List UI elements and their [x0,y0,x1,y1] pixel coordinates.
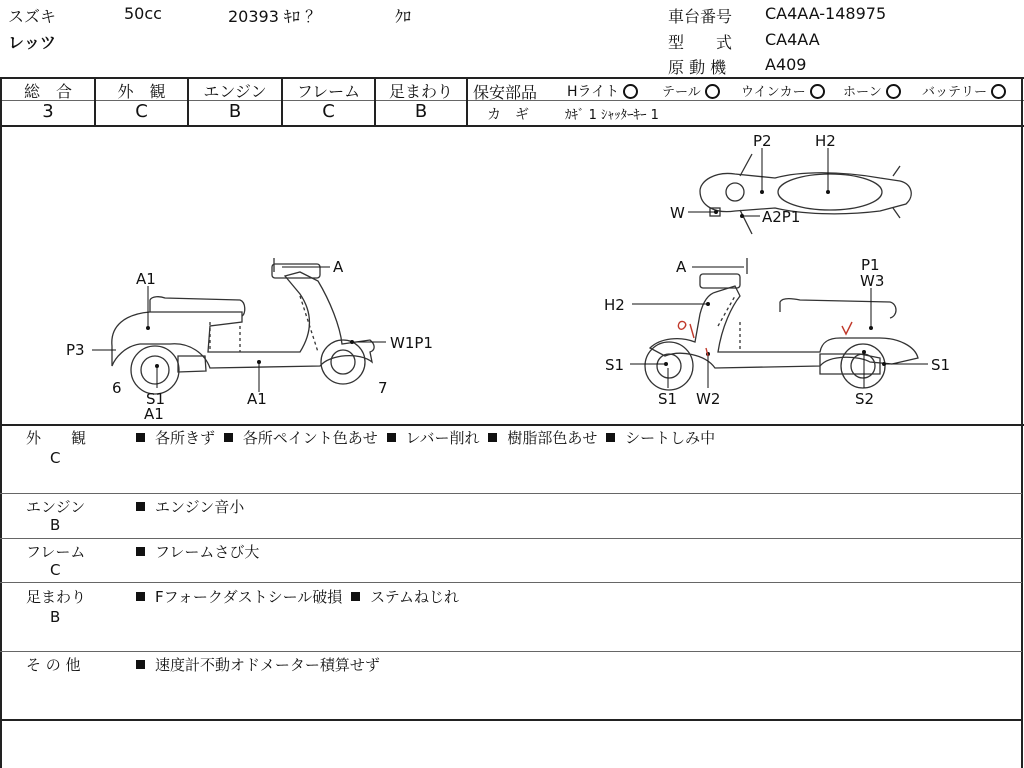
safety-parts-label: 保安部品 [473,83,538,102]
section-exterior-grade: C [50,449,61,467]
right-front-wheel-inner [657,354,681,378]
bullet-square-icon [488,433,497,442]
safety-item-headlight [567,81,638,101]
label-h2-top: H2 [815,132,836,150]
label-a2p1: A2P1 [762,208,801,226]
divider [0,651,1022,652]
right-front-wheel-outer [645,342,693,390]
type-value: CA4AA [765,30,820,49]
scooter-handlebar [272,264,320,278]
safety-item-winker [741,81,825,100]
label-a: A [333,258,344,276]
bullet-square-icon [136,433,145,442]
grade-suspension-value: B [414,101,428,122]
section-other-items [132,654,380,675]
comment-item: 各所きず [155,429,216,447]
comment-item: Fフォークダストシール破損 [155,588,343,606]
section-exterior-items [132,427,715,448]
rear-wheel-outer [131,346,179,394]
bullet-square-icon [136,660,145,669]
label-w3: W3 [860,272,885,290]
safety-item-horn [843,81,901,100]
divider [0,719,1022,721]
mileage: 20393 ｷﾛ ？ [228,7,322,26]
section-suspension-items [132,586,459,607]
label-a1-top: A1 [136,270,156,288]
top-headlight [726,183,744,201]
front-wheel-inner [331,350,355,374]
ok-circle-icon [991,84,1006,99]
bullet-square-icon [351,592,360,601]
ok-circle-icon [623,84,638,99]
label-a1-bottom: A1 [144,405,164,423]
rear-wheel-inner [141,356,169,384]
label-s2: S2 [855,390,875,408]
ok-circle-icon [810,84,825,99]
color: ｸﾛ [395,7,412,26]
top-handlebar-right [740,210,752,234]
section-frame-grade: C [50,561,61,579]
top-rear-fender [893,166,900,218]
section-engine-items [132,496,244,517]
section-frame-items [132,541,259,562]
grade-frame-label: フレーム [296,82,361,101]
engine-type-value: A409 [765,55,807,74]
section-engine-grade: B [50,516,61,534]
key-value: ｶｷﾞ 1 ｼｬｯﾀｰｷｰ 1 [565,108,659,123]
safety-item-label: ウインカー [741,85,806,100]
scooter-muffler [178,356,206,372]
label-s1-right: S1 [931,356,951,374]
key-label: カ ギ [487,107,529,123]
safety-item-tail [662,81,720,100]
bullet-square-icon [136,592,145,601]
divider [466,77,468,126]
section-exterior-title: 外 観 [26,429,87,447]
maker: スズキ [8,7,57,26]
bullet-square-icon [606,433,615,442]
bullet-square-icon [136,547,145,556]
section-engine-title: エンジン [26,498,86,516]
section-other-title: そ の 他 [26,656,81,674]
label-h2-right: H2 [604,296,625,314]
safety-item-battery [922,81,1006,100]
comment-item: シートしみ中 [625,429,716,447]
label-w: W [670,204,685,222]
label-a1-mid: A1 [247,390,267,408]
safety-item-label: テール [662,85,701,100]
divider [0,538,1022,539]
label-s1-bottom: S1 [658,390,678,408]
top-handlebar-left [740,154,752,176]
divider [468,100,1024,101]
comment-item: 速度計不動オドメーター積算せず [155,656,380,674]
bullet-square-icon [136,502,145,511]
safety-item-label: バッテリー [922,85,988,100]
frame-number-value: CA4AA-148975 [765,4,887,23]
label-6: 6 [112,379,122,397]
label-p3: P3 [66,341,85,359]
bullet-square-icon [387,433,396,442]
label-s1: S1 [146,390,166,408]
frame-number-label: 車台番号 [668,7,733,26]
displacement: 50cc [124,4,162,23]
grade-exterior-value: C [135,101,148,122]
grade-exterior-label: 外 観 [117,82,166,101]
safety-item-label: ホーン [843,85,882,100]
leader-lines [92,148,928,392]
label-w1p1: W1P1 [390,334,433,352]
label-s1-left: S1 [605,356,625,374]
comment-item: 各所ペイント色あせ [242,429,378,447]
ok-circle-icon [705,84,720,99]
scooter-top-view [700,154,911,234]
label-a-right: A [676,258,687,276]
label-w2: W2 [696,390,721,408]
comment-item: レバー削れ [405,429,480,447]
front-wheel-outer [321,340,365,384]
grade-frame-value: C [322,101,335,122]
grade-overall-label: 総 合 [23,82,72,101]
ok-circle-icon [886,84,901,99]
label-7: 7 [378,379,388,397]
section-suspension-title: 足まわり [26,588,87,606]
engine-type-label: 原 動 機 [668,58,727,77]
divider [0,424,1024,426]
label-p1: P1 [861,256,880,274]
grade-engine-value: B [228,101,242,122]
model-name: レッツ [8,33,56,52]
comment-item: フレームさび大 [155,543,260,561]
bullet-square-icon [224,433,233,442]
right-panel-seams [718,296,740,352]
safety-item-label: Hライト [567,84,620,100]
comment-item: エンジン音小 [155,498,245,516]
section-suspension-grade: B [50,608,61,626]
grade-suspension-label: 足まわり [388,82,453,101]
right-seat [780,299,896,318]
divider [0,493,1022,494]
handwritten-marks [678,321,852,356]
section-frame-title: フレーム [26,543,86,561]
divider [0,582,1022,583]
grade-engine-label: エンジン [203,82,267,101]
scooter-seat [150,297,245,316]
type-label: 型 式 [668,33,733,52]
comment-item: 樹脂部色あせ [507,429,598,447]
label-p2: P2 [753,132,772,150]
comment-item: ステムねじれ [370,588,460,606]
grade-overall-value: 3 [42,101,54,122]
